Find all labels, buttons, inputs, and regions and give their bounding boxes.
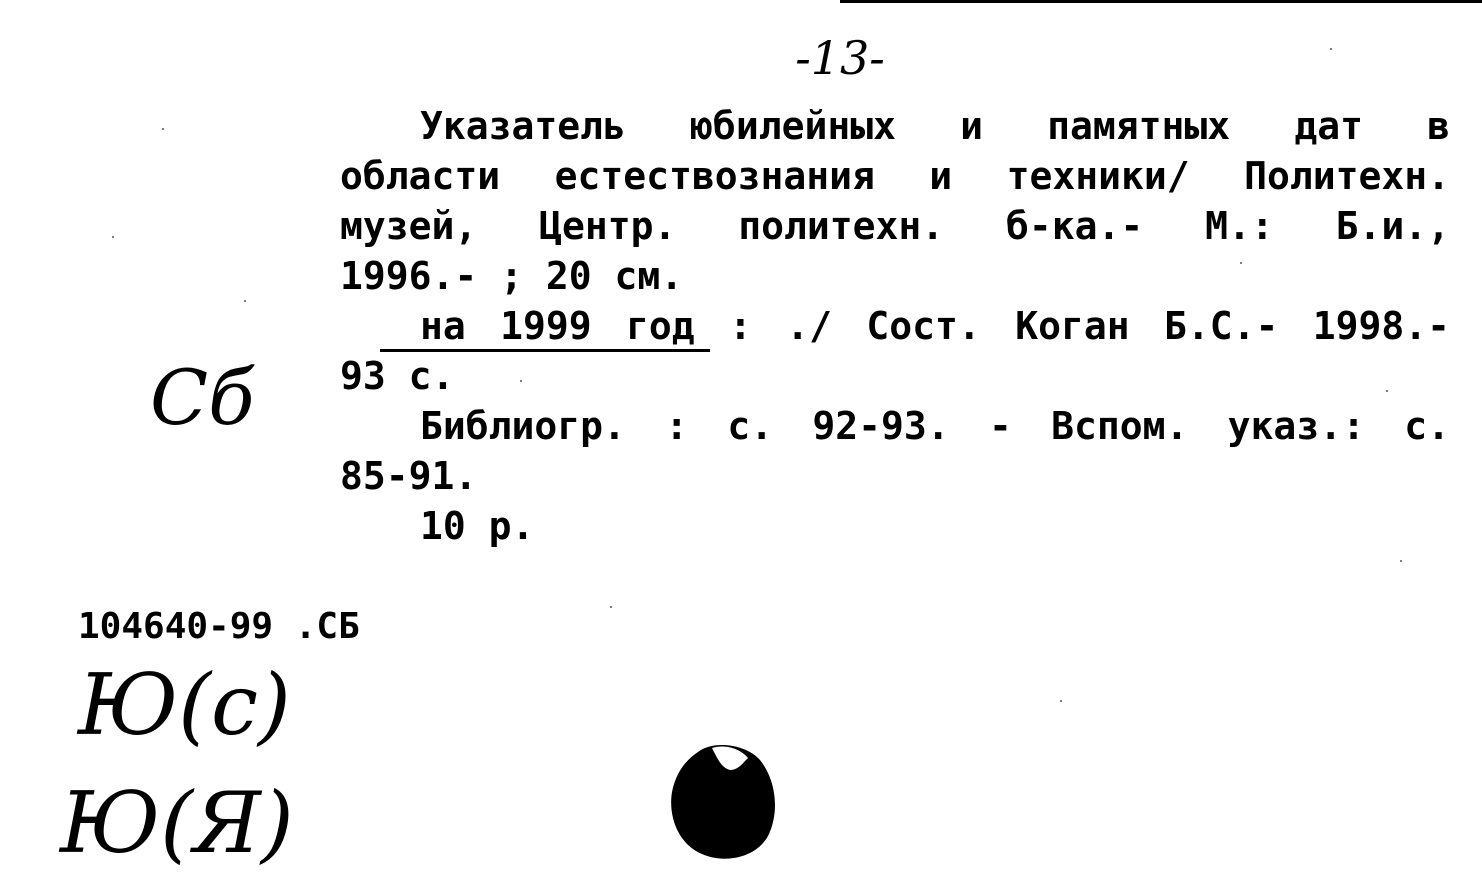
page-number: -13- [795, 31, 885, 85]
entry-line-8: 85-91. [340, 454, 478, 498]
entry-line-1: Указатель юбилейных и памятных дат в [420, 104, 1450, 148]
entry-line-7: Библиогр. : с. 92-93. - Вспом. указ.: с. [420, 404, 1450, 448]
shelf-mark: 104640-99 .СБ [78, 606, 360, 647]
entry-line-3: музей, Центр. политехн. б-ка.- М.: Б.и., [340, 204, 1450, 248]
handwritten-note-2: Ю(Я) [60, 774, 294, 872]
entry-line-5: на 1999 год : ./ Сост. Коган Б.С.- 1998.- [420, 304, 1450, 348]
handwritten-note-1: Ю(с) [78, 656, 291, 754]
punched-hole [668, 740, 776, 862]
handwritten-margin-mark: Сб [150, 353, 255, 442]
entry-line-4: 1996.- ; 20 см. [340, 254, 684, 298]
entry-line-9: 10 р. [420, 504, 535, 548]
top-edge-line [840, 0, 1482, 3]
entry-line-2: области естествознания и техники/ Политехн. [340, 154, 1450, 198]
entry-line-6: 93 с. [340, 354, 455, 398]
